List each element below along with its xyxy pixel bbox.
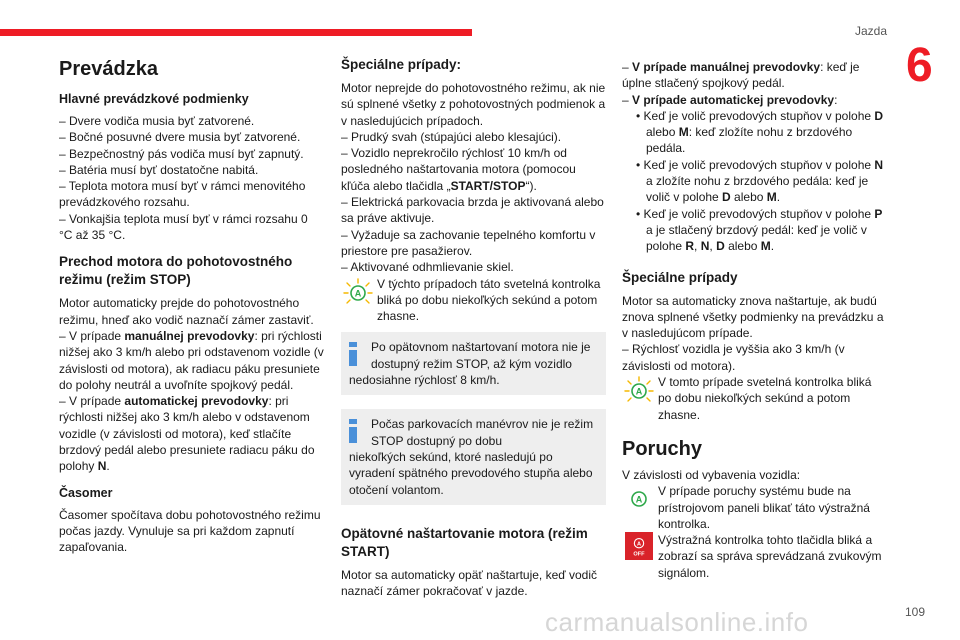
column-1	[59, 55, 324, 556]
column-3	[622, 55, 887, 581]
heading-main-conditions: Hlavné prevádzkové podmienky	[59, 92, 249, 106]
special-item: – Elektrická parkovacia brzda je aktivovaná alebo sa práve aktivuje.	[341, 195, 604, 226]
heading-special-cases: Špeciálne prípady:	[341, 57, 462, 72]
special-item: – Vozidlo neprekročilo rýchlosť 10 km/h od posledného naštartovania motora (pomocou kľúča alebo tlačidla „START/STOP“).	[341, 146, 576, 193]
chapter-number: 6	[906, 39, 933, 92]
special-item: – Rýchlosť vozidla je vyššia ako 3 km/h (v závislosti od motora).	[622, 342, 845, 373]
column-2	[341, 55, 606, 599]
condition-item: – Bezpečnostný pás vodiča musí byť zapnutý.	[59, 146, 304, 161]
auto-gearbox-paragraph: – V prípade automatickej prevodovky: pri rýchlosti nižšej ako 3 km/h alebo v odstavenom vozidle (v závislosti od motora), keď stlačíte brzdový pedál alebo presuniete radiacu páku do polohy N.	[59, 394, 315, 474]
special-item: – Prudký svah (stúpajúci alebo klesajúci).	[341, 129, 562, 144]
stop-start-off-button-icon	[624, 532, 654, 560]
auto-restart-item: – V prípade automatickej prevodovky:	[622, 92, 838, 107]
condition-item: – Batéria musí byť dostatočne nabitá.	[59, 162, 259, 177]
special-item: – Vyžaduje sa zachovanie tepelného komfortu v priestore pre pasažierov.	[341, 227, 596, 258]
heading-restart: Opätovné naštartovanie motora (režim START)	[341, 525, 588, 559]
faults-intro: V závislosti od vybavenia vozidla:	[622, 467, 801, 482]
fault-indicator-row: A V prípade poruchy systému bude na prístrojovom paneli blikať táto výstražná kontrolka.	[622, 483, 887, 532]
condition-item: – Dvere vodiča musia byť zatvorené.	[59, 114, 255, 128]
svg-text:A: A	[635, 494, 643, 505]
info-note-restart: Po opätovnom naštartovaní motora nie je dostupný režim STOP, až kým vozidlo nedosiahne rýchlosť 8 km/h.	[341, 332, 606, 395]
header-accent-bar	[0, 29, 472, 36]
special-item: – Aktivované odhmlievanie skiel.	[341, 260, 514, 275]
restart-indicator-row: A V tomto prípade svetelná kontrolka bliká po dobu niekoľkých sekúnd a potom zhasne.	[622, 374, 887, 423]
restart-text: Motor sa automaticky opäť naštartuje, keď vodič naznačí zámer pokračovať v jazde.	[341, 567, 597, 599]
button-indicator-row: A OFF Výstražná kontrolka tohto tlačidla bliká a zobrazí sa správa sprevádzaná zvukovým signálom.	[622, 532, 887, 581]
info-note-parking: Počas parkovacích manévrov nie je režim STOP dostupný po dobu niekoľkých sekúnd, ktoré nasledujú po vyradení spätného prevodového stupňa alebo otočení volantom.	[341, 409, 606, 504]
stop-intro: Motor automaticky prejde do pohotovostného režimu, hneď ako vodič naznačí zámer zastaviť.	[59, 296, 314, 327]
stop-indicator-row: A V týchto prípadoch táto svetelná kontrolka bliká po dobu niekoľkých sekúnd a potom zhasne.	[341, 276, 606, 325]
info-icon	[349, 342, 357, 366]
section-title-poruchy: Poruchy	[622, 437, 703, 460]
svg-text:A: A	[635, 386, 643, 397]
svg-text:OFF: OFF	[633, 551, 645, 558]
svg-text:A: A	[636, 541, 642, 548]
section-header: Jazda	[854, 24, 887, 38]
selector-bullet: • Keď je volič prevodových stupňov v polohe P a je stlačený brzdový pedál: keď je volič v polohe R, N, D alebo M.	[636, 206, 883, 254]
condition-item: – Bočné posuvné dvere musia byť zatvorené.	[59, 130, 301, 145]
selector-bullet: • Keď je volič prevodových stupňov v polohe D alebo M: keď zložíte nohu z brzdového pedála.	[636, 108, 884, 156]
stop-start-warning-icon	[343, 278, 373, 306]
stop-start-fault-icon	[624, 485, 654, 513]
stop-start-warning-icon	[624, 376, 654, 404]
manual-restart-item: – V prípade manuálnej prevodovky: keď je úplne stlačený spojkový pedál.	[622, 60, 860, 91]
heading-special-cases-2: Špeciálne prípady	[622, 269, 738, 285]
manual-gearbox-paragraph: – V prípade manuálnej prevodovky: pri rýchlosti nižšej ako 3 km/h alebo pri odstavenom vozidle (v závislosti od motora), ak radiacu páku presuniete do polohy neutrál a uvoľníte spojkový pedál.	[59, 328, 324, 392]
special-text: Motor sa automaticky znova naštartuje, ak budú znova splnené všetky podmienky na prevádzku a v nasledujúcom prípade.	[622, 293, 884, 341]
svg-text:A: A	[354, 288, 362, 299]
heading-timer: Časomer	[59, 485, 113, 500]
condition-item: – Vonkajšia teplota musí byť v rámci rozsahu 0 °C až 35 °C.	[59, 211, 308, 243]
section-title-prevadzka: Prevádzka	[59, 58, 158, 80]
timer-text: Časomer spočítava dobu pohotovostného režimu počas jazdy. Vynuluje sa pri každom zapnutí zapaľovania.	[59, 507, 321, 555]
page-number: 109	[905, 605, 926, 619]
condition-item: – Teplota motora musí byť v rámci menovitého prevádzkového rozsahu.	[59, 179, 306, 210]
watermark: carmanualsonline.info	[545, 607, 809, 637]
selector-bullet: • Keď je volič prevodových stupňov v polohe N a zložíte nohu z brzdového pedála: keď je volič v polohe D alebo M.	[636, 157, 884, 205]
info-icon	[349, 419, 357, 443]
special-intro: Motor neprejde do pohotovostného režimu, ak nie sú splnené všetky z pohotovostných podmienok a v nasledujúcich prípadoch.	[341, 81, 606, 128]
heading-stop-mode: Prechod motora do pohotovostného režimu (režim STOP)	[59, 254, 293, 288]
